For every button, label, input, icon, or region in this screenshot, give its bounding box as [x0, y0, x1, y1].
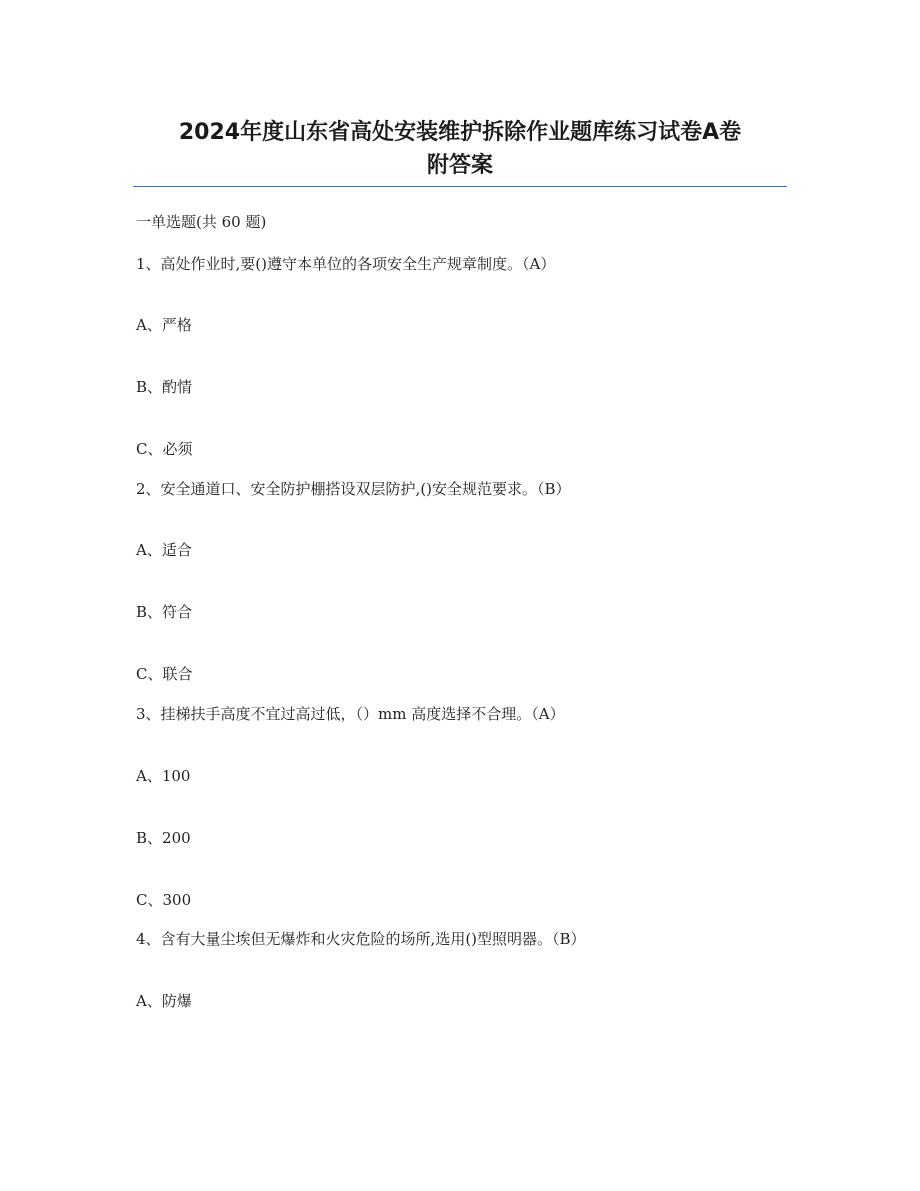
document-title — [133, 116, 787, 182]
question-2-stem: 2、安全通道口、安全防护棚搭设双层防护,()安全规范要求。（B） — [136, 480, 571, 498]
question-3-option-a: A、100 — [136, 767, 191, 785]
question-2-option-c: C、联合 — [136, 665, 193, 683]
question-2-option-b: B、符合 — [136, 603, 193, 621]
question-3-option-c: C、300 — [136, 891, 192, 909]
title-divider — [133, 186, 787, 187]
question-4-option-a: A、防爆 — [136, 992, 192, 1010]
title-line-1: 2024年度山东省高处安装维护拆除作业题库练习试卷A卷 — [178, 120, 742, 145]
question-1-stem: 1、高处作业时,要()遵守本单位的各项安全生产规章制度。（A） — [136, 255, 556, 273]
question-3-stem: 3、挂梯扶手高度不宜过高过低，（）mm 高度选择不合理。（A） — [136, 705, 565, 723]
title-line-2: 附答案 — [426, 153, 493, 178]
question-1-option-b: B、酌情 — [136, 378, 193, 396]
question-3-option-b: B、200 — [136, 829, 191, 847]
section-heading: 一单选题(共 60 题) — [136, 213, 267, 231]
question-1-option-a: A、严格 — [136, 316, 192, 334]
question-1-option-c: C、必须 — [136, 440, 193, 458]
question-2-option-a: A、适合 — [136, 541, 192, 559]
question-4-stem: 4、含有大量尘埃但无爆炸和火灾危险的场所,选用()型照明器。（B） — [136, 930, 586, 948]
